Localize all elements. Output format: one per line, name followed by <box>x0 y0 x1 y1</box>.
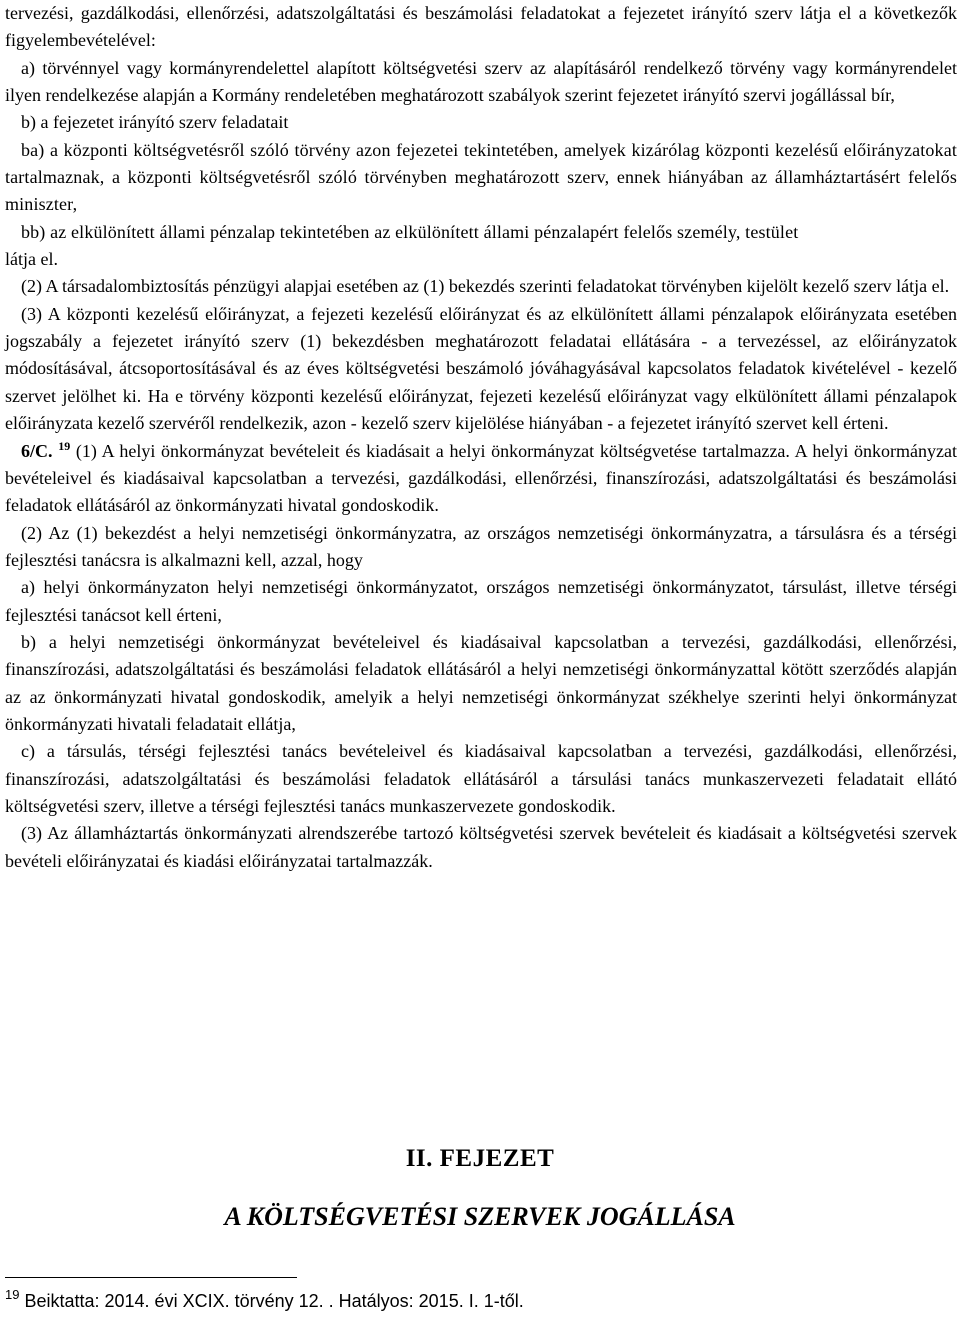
document-body <box>5 0 957 875</box>
paragraph-6c-2: (2) Az (1) bekezdést a helyi nemzetiségi önkormányzatra, az országos nemzetiségi önkormányzatra, a társulásra és a térségi fejlesztési tanácsra is alkalmazni kell, azzal, hogy <box>5 522 957 570</box>
paragraph-point-ba: ba) a központi költségvetésről szóló törvény azon fejezetei tekintetében, amelyek kizárólag központi kezelésű előirányzatokat tartalmaznak, a központi költségvetésről szóló törvényben meghatározott szerv, ennek hiányában az államháztartásért felelős miniszter, <box>5 139 957 215</box>
paragraph-intro: tervezési, gazdálkodási, ellenőrzési, adatszolgáltatási és beszámolási feladatokat a fejezetet irányító szerv látja el a következők figyelembevételével: <box>5 3 957 51</box>
paragraph-6c-2-b: b) a helyi nemzetiségi önkormányzat bevételeivel és kiadásaival kapcsolatban a tervezési, gazdálkodási, ellenőrzési, finanszírozási, adatszolgáltatási és beszámolási feladatok ellátásáról a helyi nemzetiségi önkormányzattal kötött szerződés alapján az az önkormányzati hivatal gondoskodik, amelyik a helyi nemzetiségi önkormányzat székhelye szerinti helyi önkormányzat önkormányzati hivatali feladatait ellátja, <box>5 631 957 734</box>
section-6c-text: (1) A helyi önkormányzat bevételeit és kiadásait a helyi önkormányzat költségvetése tartalmazza. A helyi önkormányzat bevételeivel és kiadásaival kapcsolatban a tervezési, gazdálkodási, ellenőrzési, finanszírozási, adatszolgáltatási és beszámolási feladatok ellátásáról az önkormányzati hivatal gondoskodik. <box>5 440 958 516</box>
footnote-divider <box>5 1277 297 1278</box>
paragraph-point-b: b) a fejezetet irányító szerv feladatait <box>21 112 289 133</box>
footnote-text: Beiktatta: 2014. évi XCIX. törvény 12. . Hatályos: 2015. I. 1-től. <box>19 1291 524 1311</box>
paragraph-point-bb: bb) az elkülönített állami pénzalap tekintetében az elkülönített állami pénzalapért felelős személy, testület <box>21 221 799 242</box>
chapter-title: A KÖLTSÉGVETÉSI SZERVEK JOGÁLLÁSA <box>224 1202 736 1231</box>
footnote-marker: 19 <box>5 1287 20 1302</box>
paragraph-closing: látja el. <box>5 249 58 270</box>
paragraph-subsection-2: (2) A társadalombiztosítás pénzügyi alapjai esetében az (1) bekezdés szerinti feladatokat törvényben kijelölt kezelő szerv látja el. <box>21 276 950 297</box>
section-number: 6/C. <box>21 440 53 461</box>
footnote <box>5 1288 524 1315</box>
footnote-ref[interactable]: 19 <box>58 438 71 453</box>
paragraph-6c-2-c: c) a társulás, térségi fejlesztési tanács bevételeivel és kiadásaival kapcsolatban a tervezési, gazdálkodási, ellenőrzési, finanszírozási, adatszolgáltatási és beszámolási feladatok ellátásáról a társulási tanács munkaszervezeti feladatait ellátó költségvetési szerv, illetve a térségi fejlesztési tanács munkaszervezete gondoskodik. <box>5 741 957 816</box>
paragraph-6c-3: (3) Az államháztartás önkormányzati alrendszerébe tartozó költségvetési szervek bevételeit és kiadásait a költségvetési szervek bevételi előirányzatai és kiadási előirányzatai tartalmazzák. <box>5 823 957 871</box>
paragraph-point-a: a) törvénnyel vagy kormányrendelettel alapított költségvetési szerv az alapításáról rendelkező törvény vagy kormányrendelet ilyen rendelkezése alapján a Kormány rendeletében meghatározott szabályok szerint fejezetet irányító szervi jogállással bír, <box>5 57 957 106</box>
paragraph-subsection-3: (3) A központi kezelésű előirányzat, a fejezeti kezelésű előirányzat és az elkülönített állami pénzalapok előirányzata esetében jogszabály a fejezetet irányító szerv (1) bekezdésben meghatározott feladatai ellátására - a tervezéssel, az előirányzatok módosításával, átcsoportosításával és az éves költségvetési beszámoló jóváhagyásával kapcsolatos feladatok kivételével - kezelő szervet jelölhet ki. Ha e törvény központi kezelésű előirányzat, fejezeti kezelésű előirányzat vagy elkülönített állami pénzalapok előirányzata kezelő szervéről rendelkezik, azon - kezelő szerv kijelölése hiányában - a fejezetet irányító szervet kell érteni. <box>5 303 957 434</box>
section-6c <box>5 438 957 520</box>
chapter-number: II. FEJEZET <box>405 1145 555 1172</box>
paragraph-6c-2-a: a) helyi önkormányzaton helyi nemzetiségi önkormányzatot, országos nemzetiségi önkormányzatot, társulást, illetve térségi fejlesztési tanácsot kell érteni, <box>5 577 957 625</box>
